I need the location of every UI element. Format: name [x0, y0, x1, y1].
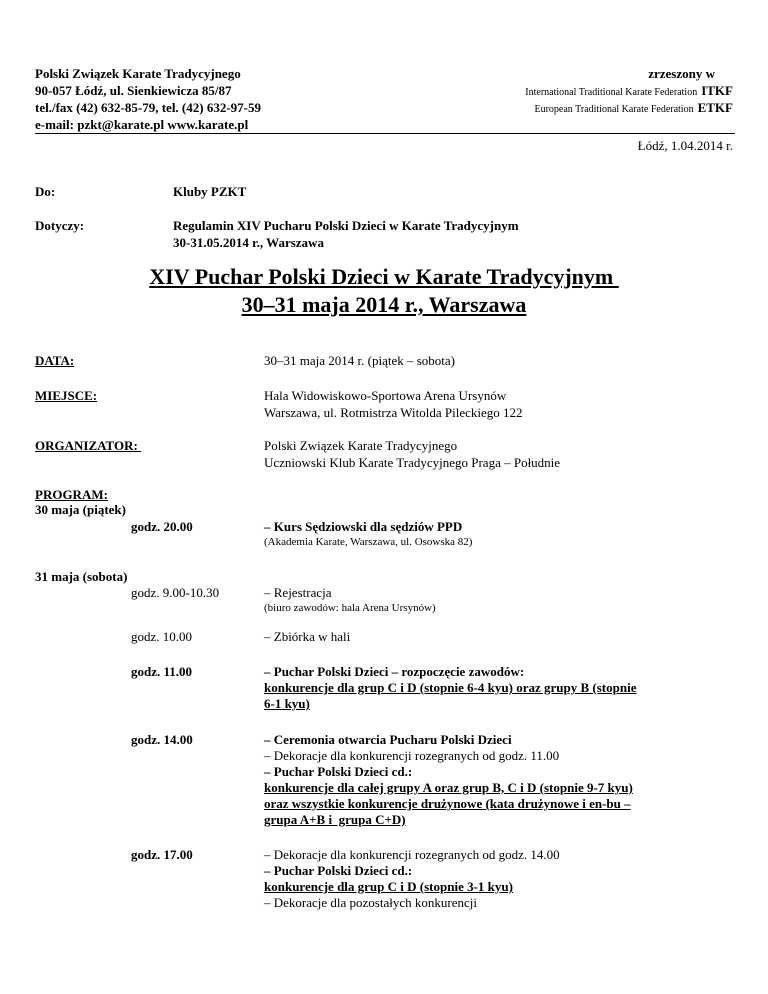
program-day-2: 31 maja (sobota): [35, 569, 128, 584]
subject-line-2: 30-31.05.2014 r., Warszawa: [173, 235, 324, 250]
program-day-1: 30 maja (piątek): [35, 502, 126, 517]
assembly-time: godz. 10.00: [131, 629, 193, 644]
federation-etkf: [534, 99, 733, 117]
final-time: godz. 17.00: [131, 847, 193, 862]
opening-line-5: oraz wszystkie konkurencje drużynowe (kata drużynowe i en-bu –: [264, 796, 631, 811]
document-title-line-2: 30–31 maja 2014 r., Warszawa: [241, 292, 527, 317]
program-label: PROGRAM:: [35, 487, 108, 502]
start-detail-b: 6-1 kyu): [264, 696, 310, 711]
start-time: godz. 11.00: [131, 664, 193, 679]
registration-time: godz. 9.00-10.30: [131, 585, 220, 600]
registration-note: (biuro zawodów: hala Arena Ursynów): [264, 602, 436, 614]
opening-line-4: konkurencje dla całej grupy A oraz grup B, C i D (stopnie 9-7 kyu): [264, 780, 633, 795]
place-line-2: Warszawa, ul. Rotmistrza Witolda Pileckiego 122: [264, 405, 523, 420]
affiliation-label: zrzeszony w: [648, 66, 715, 81]
header-divider: [35, 133, 735, 134]
day1-time: godz. 20.00: [131, 519, 193, 534]
document-title-line-1: XIV Puchar Polski Dzieci w Karate Tradycyjnym: [149, 264, 619, 289]
opening-time: godz. 14.00: [131, 732, 193, 747]
subject-label: Dotyczy:: [35, 218, 85, 233]
org-address: 90-057 Łódź, ul. Sienkiewicza 85/87: [35, 83, 232, 98]
date-label: DATA:: [35, 353, 75, 368]
start-event: – Puchar Polski Dzieci – rozpoczęcie zawodów:: [264, 664, 525, 679]
opening-line-6: grupa A+B i grupa C+D): [264, 812, 406, 827]
to-value: Kluby PZKT: [173, 184, 247, 199]
final-line-1: – Dekoracje dla konkurencji rozegranych od godz. 14.00: [264, 847, 560, 862]
federation-itkf-abbr: ITKF: [701, 83, 733, 98]
org-contact: e-mail: pzkt@karate.pl www.karate.pl: [35, 117, 249, 132]
opening-line-2: – Dekoracje dla konkurencji rozegranych od godz. 11.00: [264, 748, 560, 763]
place-date: Łódź, 1.04.2014 r.: [637, 138, 733, 153]
final-line-2: – Puchar Polski Dzieci cd.:: [264, 863, 413, 878]
opening-line-3: – Puchar Polski Dzieci cd.:: [264, 764, 413, 779]
day1-event: – Kurs Sędziowski dla sędziów PPD: [264, 519, 463, 534]
final-line-4: – Dekoracje dla pozostałych konkurencji: [264, 895, 477, 910]
organizer-line-1: Polski Związek Karate Tradycyjnego: [264, 438, 458, 453]
registration-event: – Rejestracja: [264, 585, 332, 600]
federation-itkf-name: International Traditional Karate Federation: [525, 87, 698, 98]
day1-note: (Akademia Karate, Warszawa, ul. Osowska 82): [264, 536, 473, 548]
federation-itkf: [525, 82, 733, 100]
opening-line-1: – Ceremonia otwarcia Pucharu Polski Dzieci: [264, 732, 512, 747]
place-line-1: Hala Widowiskowo-Sportowa Arena Ursynów: [264, 388, 507, 403]
subject-line-1: Regulamin XIV Pucharu Polski Dzieci w Karate Tradycyjnym: [173, 218, 519, 233]
start-detail-a: konkurencje dla grup C i D (stopnie 6-4 kyu) oraz grupy B (stopnie: [264, 680, 637, 695]
date-value: 30–31 maja 2014 r. (piątek – sobota): [264, 353, 455, 368]
federation-etkf-name: European Traditional Karate Federation: [534, 104, 694, 115]
organizer-label: ORGANIZATOR:: [35, 438, 142, 453]
assembly-event: – Zbiórka w hali: [264, 629, 351, 644]
final-line-3: konkurencje dla grup C i D (stopnie 3-1 kyu): [264, 879, 513, 894]
org-name: Polski Związek Karate Tradycyjnego: [35, 66, 241, 81]
federation-etkf-abbr: ETKF: [697, 100, 733, 115]
to-label: Do:: [35, 184, 56, 199]
place-label: MIEJSCE:: [35, 388, 98, 403]
organizer-line-2: Uczniowski Klub Karate Tradycyjnego Praga – Południe: [264, 455, 561, 470]
org-phone: tel./fax (42) 632-85-79, tel. (42) 632-97-59: [35, 100, 261, 115]
